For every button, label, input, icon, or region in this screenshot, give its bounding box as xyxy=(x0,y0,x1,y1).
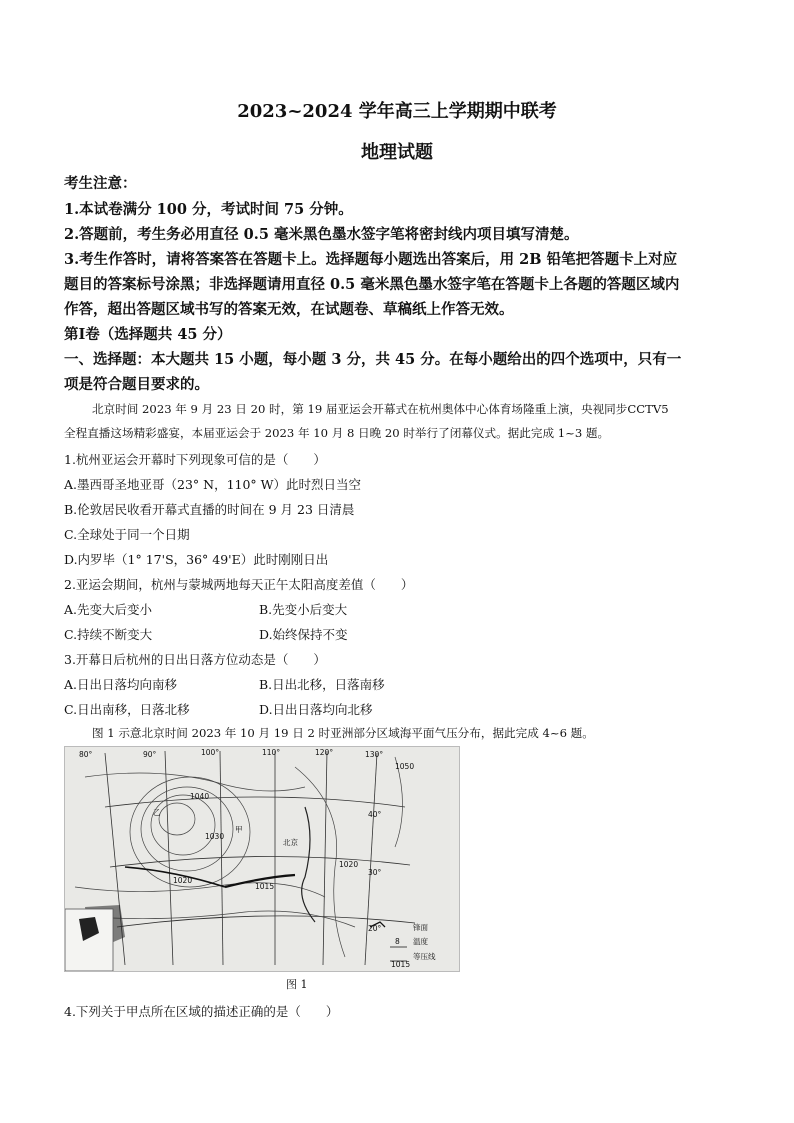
legend-isobar-value: 1015 xyxy=(391,960,411,969)
notice-item-3-line-3: 作答，超出答题区域书写的答案无效，在试题卷、草稿纸上作答无效。 xyxy=(64,301,514,318)
question-2-option-b: B.先变小后变大 xyxy=(259,602,348,617)
question-1-stem: 1.杭州亚运会开幕时下列现象可信的是（ ） xyxy=(64,452,326,467)
lat-label: 30° xyxy=(368,868,382,877)
question-2-stem: 2.亚运会期间，杭州与蒙城两地每天正午太阳高度差值（ ） xyxy=(64,577,414,592)
question-3-option-b: B.日出北移，日落南移 xyxy=(259,677,385,692)
isobar-label: 1015 xyxy=(255,882,275,891)
lon-label: 90° xyxy=(143,750,157,759)
question-1-option-b: B.伦敦居民收看开幕式直播的时间在 9 月 23 日清晨 xyxy=(64,502,355,517)
question-3-option-c: C.日出南移，日落北移 xyxy=(64,702,190,717)
notice-heading: 考生注意： xyxy=(64,175,137,192)
lon-label: 120° xyxy=(315,748,334,757)
isobar-label: 1020 xyxy=(339,860,359,869)
lon-label: 130° xyxy=(365,750,384,759)
lon-label: 80° xyxy=(79,750,93,759)
question-3-option-d: D.日出日落均向北移 xyxy=(259,702,373,717)
isobar-label: 1050 xyxy=(395,762,415,771)
lon-label: 100° xyxy=(201,748,220,757)
notice-item-3-line-2: 题目的答案标号涂黑；非选择题请用直径 0.5 毫米黑色墨水签字笔在答题卡上各题的答题区域内 xyxy=(64,276,680,293)
question-2-option-c: C.持续不断变大 xyxy=(64,627,153,642)
lon-label: 110° xyxy=(262,748,281,757)
lat-label: 40° xyxy=(368,810,382,819)
material-2-line: 图 1 示意北京时间 2023 年 10 月 19 日 2 时亚洲部分区域海平面气压分布，据此完成 4~6 题。 xyxy=(92,726,594,740)
question-3-option-a: A.日出日落均向南移 xyxy=(64,677,178,692)
notice-item-1: 1.本试卷满分 100 分，考试时间 75 分钟。 xyxy=(64,201,353,218)
isobar-label: 1040 xyxy=(190,792,210,801)
isobar-label: 1030 xyxy=(205,832,225,841)
legend-isobar-label: 等压线 xyxy=(413,952,436,961)
material-1-line-1: 北京时间 2023 年 9 月 23 日 20 时，第 19 届亚运会开幕式在杭州奥体中心体育场隆重上演，央视同步CCTV5 xyxy=(92,402,669,416)
question-3-stem: 3.开幕日后杭州的日出日落方位动态是（ ） xyxy=(64,652,326,667)
isobar-label: 1020 xyxy=(173,876,193,885)
subject-title: 地理试题 xyxy=(361,142,433,163)
place-label: 甲 xyxy=(235,825,243,834)
notice-item-3-line-1: 3.考生作答时，请将答案答在答题卡上。选择题每小题选出答案后，用 2B 铅笔把答题卡上对应 xyxy=(64,251,678,268)
question-1-option-d: D.内罗毕（1° 17'S，36° 49'E）此时刚刚日出 xyxy=(64,552,329,567)
lat-label: 20° xyxy=(368,924,382,933)
question-4-stem: 4.下列关于甲点所在区域的描述正确的是（ ） xyxy=(64,1004,339,1019)
exam-title: 2023~2024 学年高三上学期期中联考 xyxy=(237,101,557,122)
legend-temp-value: 8 xyxy=(395,937,400,946)
material-1-line-2: 全程直播这场精彩盛宴，本届亚运会于 2023 年 10 月 8 日晚 20 时举行了闭幕仪式。据此完成 1~3 题。 xyxy=(64,426,610,440)
question-1-option-a: A.墨西哥圣地亚哥（23° N，110° W）此时烈日当空 xyxy=(64,477,361,492)
place-label: 乙 xyxy=(153,808,161,817)
legend-front-label: 锋面 xyxy=(413,923,428,932)
part-instructions-line-1: 一、选择题：本大题共 15 小题，每小题 3 分，共 45 分。在每小题给出的四个选项中，只有一 xyxy=(64,351,682,368)
question-2-option-d: D.始终保持不变 xyxy=(259,627,348,642)
place-label: 北京 xyxy=(283,838,298,847)
pressure-map-figure xyxy=(64,746,460,972)
notice-item-2: 2.答题前，考生务必用直径 0.5 毫米黑色墨水签字笔将密封线内项目填写清楚。 xyxy=(64,226,579,243)
legend-temp-label: 温度 xyxy=(413,937,428,946)
figure-caption: 图 1 xyxy=(286,978,308,991)
volume-heading: 第Ⅰ卷（选择题共 45 分） xyxy=(64,326,232,343)
part-instructions-line-2: 项是符合题目要求的。 xyxy=(64,376,209,393)
question-1-option-c: C.全球处于同一个日期 xyxy=(64,527,190,542)
question-2-option-a: A.先变大后变小 xyxy=(64,602,153,617)
